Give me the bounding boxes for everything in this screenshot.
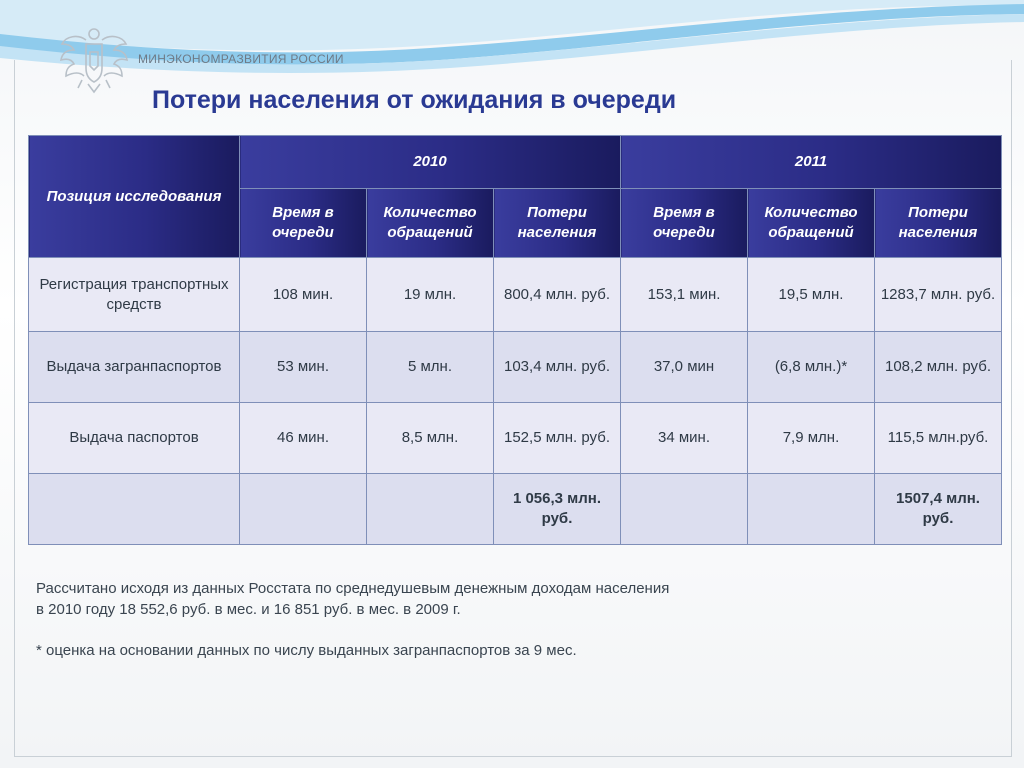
table-cell bbox=[748, 474, 875, 545]
table-row bbox=[29, 258, 1002, 332]
row-label: Выдача паспортов bbox=[29, 403, 240, 474]
note-line: Рассчитано исходя из данных Росстата по среднедушевым денежным доходам населения bbox=[36, 580, 670, 597]
column-header: Время в очереди bbox=[240, 189, 367, 258]
column-header: Количество обращений bbox=[367, 189, 494, 258]
ministry-name: МИНЭКОНОМРАЗВИТИЯ РОССИИ bbox=[138, 52, 344, 66]
table-row-total bbox=[29, 474, 1002, 545]
page-title: Потери населения от ожидания в очереди bbox=[152, 86, 677, 114]
column-header: Потери населения bbox=[875, 189, 1002, 258]
footnote: * оценка на основании данных по числу выданных загранпаспортов за 9 мес. bbox=[36, 642, 577, 659]
year-header-2010: 2010 bbox=[240, 136, 621, 189]
table-cell: 53 мин. bbox=[240, 332, 367, 403]
column-header: Потери населения bbox=[494, 189, 621, 258]
table-cell: 19 млн. bbox=[367, 258, 494, 332]
row-label: Регистрация транспортных средств bbox=[29, 258, 240, 332]
total-cell-2010: 1 056,3 млн. руб. bbox=[494, 474, 621, 545]
table-cell: 115,5 млн.руб. bbox=[875, 403, 1002, 474]
year-header-2011: 2011 bbox=[621, 136, 1002, 189]
table-cell: 800,4 млн. руб. bbox=[494, 258, 621, 332]
notes bbox=[36, 578, 796, 661]
losses-table bbox=[28, 135, 1002, 545]
table-cell: 8,5 млн. bbox=[367, 403, 494, 474]
note-line: в 2010 году 18 552,6 руб. в мес. и 16 851 руб. в мес. в 2009 г. bbox=[36, 601, 461, 618]
row-label bbox=[29, 474, 240, 545]
table-cell: 34 мин. bbox=[621, 403, 748, 474]
table-row bbox=[29, 332, 1002, 403]
table-cell: 108,2 млн. руб. bbox=[875, 332, 1002, 403]
table-cell bbox=[240, 474, 367, 545]
table-cell bbox=[367, 474, 494, 545]
table-header-row-years bbox=[29, 136, 1002, 189]
table-cell: (6,8 млн.)* bbox=[748, 332, 875, 403]
table-cell: 153,1 мин. bbox=[621, 258, 748, 332]
table-cell: 152,5 млн. руб. bbox=[494, 403, 621, 474]
table-cell: 1283,7 млн. руб. bbox=[875, 258, 1002, 332]
row-label: Выдача загранпаспортов bbox=[29, 332, 240, 403]
coat-of-arms-icon bbox=[56, 22, 132, 98]
corner-header: Позиция исследования bbox=[29, 136, 240, 258]
table-cell: 5 млн. bbox=[367, 332, 494, 403]
table-cell: 7,9 млн. bbox=[748, 403, 875, 474]
table-cell: 19,5 млн. bbox=[748, 258, 875, 332]
table-cell: 108 мин. bbox=[240, 258, 367, 332]
total-cell-2011: 1507,4 млн. руб. bbox=[875, 474, 1002, 545]
table-cell: 103,4 млн. руб. bbox=[494, 332, 621, 403]
column-header: Количество обращений bbox=[748, 189, 875, 258]
table-row bbox=[29, 403, 1002, 474]
table-cell: 37,0 мин bbox=[621, 332, 748, 403]
table-cell: 46 мин. bbox=[240, 403, 367, 474]
column-header: Время в очереди bbox=[621, 189, 748, 258]
table-cell bbox=[621, 474, 748, 545]
